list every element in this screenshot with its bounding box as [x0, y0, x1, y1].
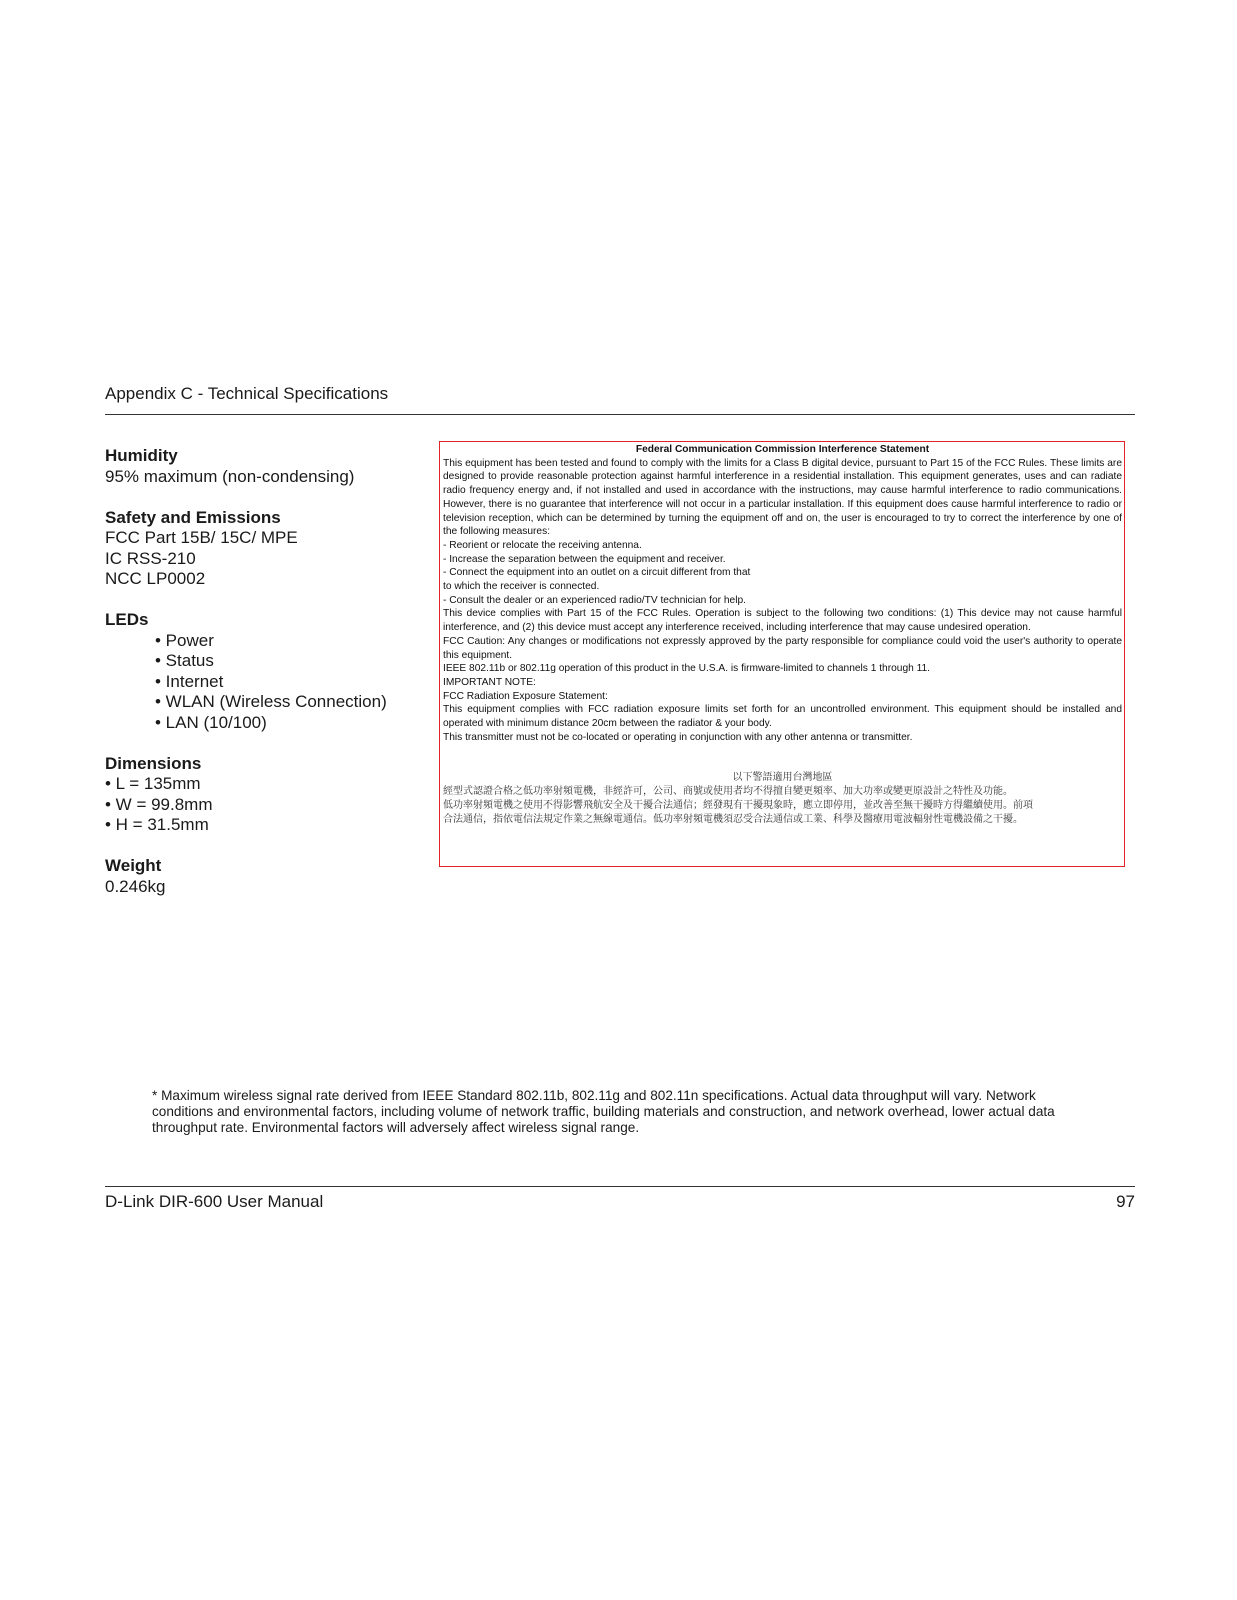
footer-page-number: 97: [1116, 1192, 1135, 1211]
header-divider: [105, 414, 1135, 415]
dimension-item: • L = 135mm: [105, 774, 201, 793]
spec-value: FCC Part 15B/ 15C/ MPE: [105, 528, 298, 547]
spec-heading-safety: Safety and Emissions: [105, 507, 281, 527]
led-item: • Internet: [155, 671, 224, 691]
dimension-item: • W = 99.8mm: [105, 794, 213, 814]
dimension-item: • H = 31.5mm: [105, 815, 209, 834]
fcc-paragraph: This equipment has been tested and found to comply with the limits for a Class B digital device, pursuant to Part 15 of the FCC Rules. These limits are designed to provide reasonable protection against harmful interference in a residential installation. This equipment generates, uses and can radiate radio frequency energy and, if not installed and used in accordance with the instructions, may cause harmful interference to radio communications. However, there is no guarantee that interference will not occur in a particular installation. If this equipment does cause harmful interference to radio or television reception, which can be determined by turning the equipment off and on, the user is encouraged to try to correct the interference by one of the following measures:: [443, 457, 1122, 538]
spec-value: 0.246kg: [105, 876, 166, 896]
spec-heading-humidity: Humidity: [105, 446, 178, 465]
spec-humidity: [105, 446, 425, 487]
taiwan-notice-line: 合法通信，指依電信法規定作業之無線電通信。低功率射頻電機須忍受合法通信或工業、科學及醫療用電波輻射性電機設備之干擾。: [443, 813, 1023, 825]
fcc-paragraph: FCC Radiation Exposure Statement:: [443, 690, 608, 702]
spec-leds: [105, 610, 425, 733]
led-item: • Power: [155, 630, 214, 650]
footer-manual-title: D-Link DIR-600 User Manual: [105, 1192, 324, 1211]
spec-value: NCC LP0002: [105, 569, 206, 588]
fcc-paragraph: This equipment complies with FCC radiation exposure limits set forth for an uncontrolled environment. This equipment should be installed and operated with minimum distance 20cm between the radiator & your body.: [443, 704, 1122, 730]
led-item: • LAN (10/100): [155, 712, 267, 732]
spec-dimensions: [105, 754, 425, 836]
fcc-paragraph: IEEE 802.11b or 802.11g operation of this product in the U.S.A. is firmware-limited to channels 1 through 11.: [443, 663, 931, 675]
led-item: • Status: [155, 651, 214, 670]
fcc-paragraph: IMPORTANT NOTE:: [443, 676, 536, 688]
spec-list: [105, 446, 425, 918]
taiwan-notice-line: 經型式認證合格之低功率射頻電機，非經許可，公司、商號或使用者均不得擅自變更頻率、加大功率或變更原設計之特性及功能。: [443, 786, 1013, 798]
fcc-measure: - Connect the equipment into an outlet on a circuit different from that: [443, 567, 751, 579]
fcc-statement-title: Federal Communication Commission Interference Statement: [635, 444, 930, 455]
spec-weight: [105, 856, 425, 897]
fcc-paragraph: This transmitter must not be co-located or operating in conjunction with any other antenna or transmitter.: [443, 731, 913, 743]
spec-heading-leds: LEDs: [105, 610, 149, 629]
spec-heading-weight: Weight: [105, 856, 162, 875]
spec-heading-dimensions: Dimensions: [105, 753, 202, 773]
spec-value: 95% maximum (non-condensing): [105, 466, 355, 486]
fcc-measure: to which the receiver is connected.: [443, 581, 600, 593]
fcc-paragraph: This device complies with Part 15 of the FCC Rules. Operation is subject to the following two conditions: (1) This device may not cause harmful interference, and (2) this device must accept any interference received, including interference that may cause undesired operation.: [443, 608, 1122, 634]
fcc-measure: - Consult the dealer or an experienced radio/TV technician for help.: [443, 594, 746, 606]
fcc-paragraph: FCC Caution: Any changes or modifications not expressly approved by the party responsible for compliance could void the user's authority to operate this equipment.: [443, 635, 1122, 661]
fcc-measure: - Reorient or relocate the receiving antenna.: [443, 539, 642, 551]
footer-divider: [105, 1186, 1135, 1187]
fcc-statement-box: [439, 441, 1125, 867]
taiwan-notice: [443, 771, 1122, 826]
fcc-measure: - Increase the separation between the equipment and receiver.: [443, 553, 726, 565]
spec-value: IC RSS-210: [105, 548, 196, 568]
footnote: * Maximum wireless signal rate derived from IEEE Standard 802.11b, 802.11g and 802.11n specifications. Actual data throughput will vary. Network conditions and environmental factors, including volume of network traffic, building materials and construction, and network overhead, lower actual data throughput rate. Environmental factors will adversely affect wireless signal range.: [152, 1088, 1055, 1135]
taiwan-notice-line: 低功率射頻電機之使用不得影響飛航安全及干擾合法通信；經發現有干擾現象時，應立即停用，並改善至無干擾時方得繼續使用。前項: [443, 799, 1033, 811]
spec-safety: [105, 508, 425, 590]
page-header-title: Appendix C - Technical Specifications: [105, 384, 389, 403]
led-item: • WLAN (Wireless Connection): [155, 692, 387, 711]
taiwan-notice-title: 以下警語適用台灣地區: [732, 772, 833, 784]
